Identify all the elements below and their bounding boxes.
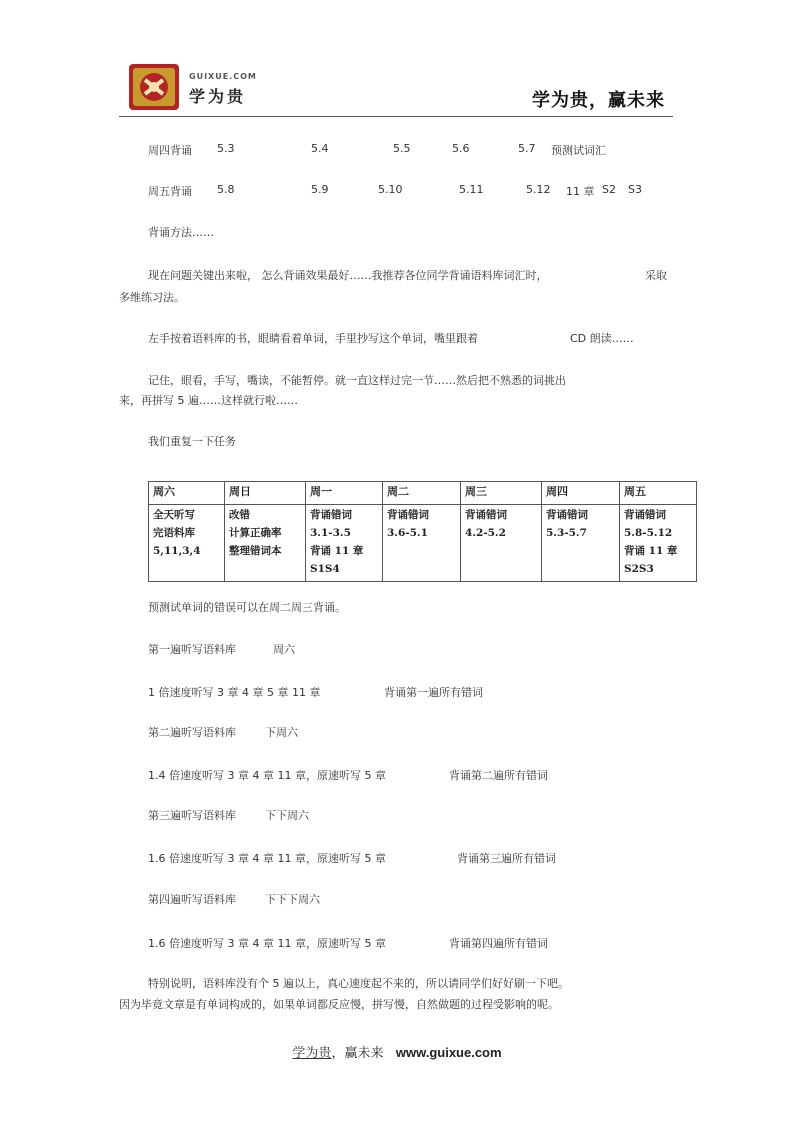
row-item: 5.5 bbox=[393, 142, 411, 155]
row-item: 5.11 bbox=[459, 183, 484, 196]
row-item: S2 bbox=[602, 183, 616, 196]
table-header-cell: 周二 bbox=[383, 482, 461, 505]
page-footer bbox=[0, 1042, 794, 1061]
row-item: 5.4 bbox=[311, 142, 329, 155]
table-header-cell: 周六 bbox=[149, 482, 225, 505]
row-item: 5.7 bbox=[518, 142, 536, 155]
table-cell-tue: 背诵错词 3.6-5.1 bbox=[383, 505, 461, 582]
row-item: 预测试词汇 bbox=[551, 144, 606, 157]
repeat-title: 我们重复一下任务 bbox=[148, 435, 236, 448]
table-header-row bbox=[149, 482, 697, 505]
weekly-task-table bbox=[148, 481, 697, 582]
table-cell-thu: 背诵错词 5.3-5.7 bbox=[542, 505, 620, 582]
table-header-cell: 周三 bbox=[461, 482, 542, 505]
row-item: 5.12 bbox=[526, 183, 551, 196]
row-item: 5.3 bbox=[217, 142, 235, 155]
table-cell-sat: 全天听写 完语料库 5,11,3,4 bbox=[149, 505, 225, 582]
table-cell-wed: 背诵错词 4.2-5.2 bbox=[461, 505, 542, 582]
row-item: S3 bbox=[628, 183, 642, 196]
row-item: 5.8 bbox=[217, 183, 235, 196]
table-header-cell: 周四 bbox=[542, 482, 620, 505]
row-label: 周五背诵 bbox=[148, 185, 192, 198]
row-label: 周四背诵 bbox=[148, 144, 192, 157]
table-header-cell: 周日 bbox=[225, 482, 306, 505]
row-item: 11 章 bbox=[566, 185, 595, 198]
row-item: 5.10 bbox=[378, 183, 403, 196]
footer-slogan: ，赢未来 bbox=[331, 1046, 384, 1061]
logo-cn-text: 学为贵 bbox=[189, 87, 247, 106]
table-row bbox=[149, 505, 697, 582]
table-header-cell: 周五 bbox=[620, 482, 697, 505]
table-cell-fri: 背诵错词 5.8-5.12 背诵 11 章 S2S3 bbox=[620, 505, 697, 582]
table-cell-mon: 背诵错词 3.1-3.5 背诵 11 章 S1S4 bbox=[306, 505, 383, 582]
guixue-logo-icon bbox=[125, 62, 183, 112]
header-slogan: 学为贵，赢未来 bbox=[532, 90, 665, 111]
row-item: 5.9 bbox=[311, 183, 329, 196]
table-header-cell: 周一 bbox=[306, 482, 383, 505]
table-note: 预测试单词的错误可以在周二周三背诵。 bbox=[148, 601, 346, 614]
row-item: 5.6 bbox=[452, 142, 470, 155]
logo-en-text: GUIXUE.COM bbox=[189, 72, 257, 81]
table-cell-sun: 改错 计算正确率 整理错词本 bbox=[225, 505, 306, 582]
footer-brand-link[interactable]: 学为贵 bbox=[292, 1046, 332, 1061]
page-header bbox=[119, 58, 673, 117]
method-title: 背诵方法…… bbox=[148, 226, 214, 239]
footer-site-link[interactable]: www.guixue.com bbox=[395, 1045, 502, 1060]
